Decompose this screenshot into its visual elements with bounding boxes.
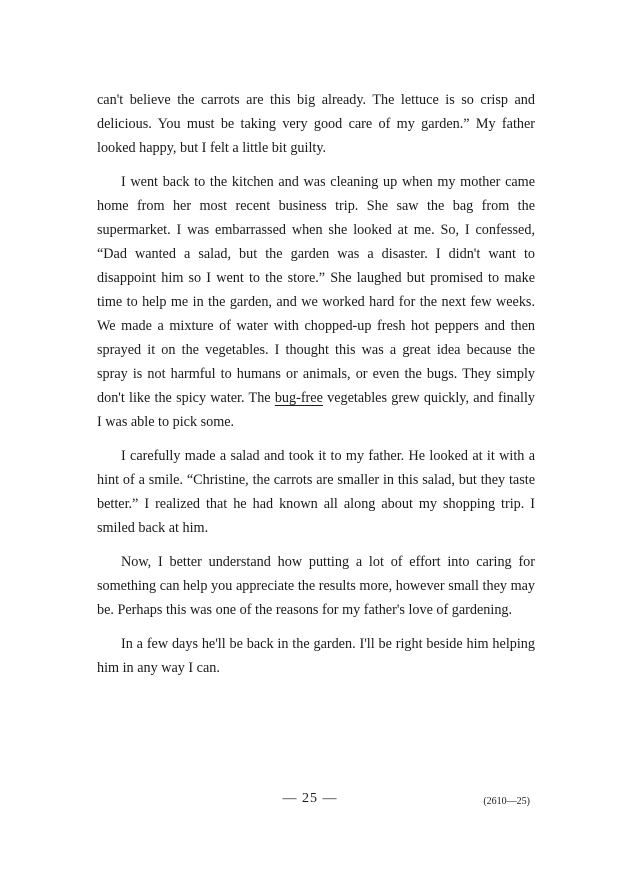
paragraph xyxy=(97,550,535,622)
paragraph-text: vegetables grew quickly, and finally I was able to pick some. xyxy=(97,390,536,430)
paragraph-text: Now, I better understand how putting a lot of effort into caring for something can help you appreciate the results more, however small they may be. Perhaps this was one of the reasons for my father's love of gardening. xyxy=(97,554,535,618)
paragraph xyxy=(97,632,535,680)
paragraph-text: can't believe the carrots are this big already. The lettuce is so crisp and delicious. You must be taking very good care of my garden.” My father looked happy, but I felt a little bit guilty. xyxy=(97,92,535,156)
paragraph xyxy=(97,444,535,540)
paragraph-text: I carefully made a salad and took it to my father. He looked at it with a hint of a smile. “Christine, the carrots are smaller in this salad, but they taste better.” I realized that he had known all along about my shopping trip. I smiled back at him. xyxy=(97,448,535,536)
page-number: — 25 — xyxy=(282,791,338,806)
exam-code: (2610—25) xyxy=(483,796,530,807)
document-body xyxy=(97,88,535,690)
paragraph xyxy=(97,170,535,434)
paragraph-text: I went back to the kitchen and was cleaning up when my mother came home from her most recent business trip. She saw the bag from the supermarket. I was embarrassed when she looked at me. So, I confessed, “Dad wanted a salad, but the garden was a disaster. I didn't want to disappoint him so I went to the store.” She laughed but promised to make time to help me in the garden, and we worked hard for the next few weeks. We made a mixture of water with chopped-up fresh hot peppers and then sprayed it on the vegetables. I thought this was a great idea because the spray is not harmful to humans or animals, or even the bugs. They simply don't like the spicy water. The xyxy=(97,174,535,406)
paragraph xyxy=(97,88,535,160)
underlined-phrase: bug-free xyxy=(274,390,323,406)
paragraph-text: In a few days he'll be back in the garden. I'll be right beside him helping him in any way I can. xyxy=(97,636,535,676)
